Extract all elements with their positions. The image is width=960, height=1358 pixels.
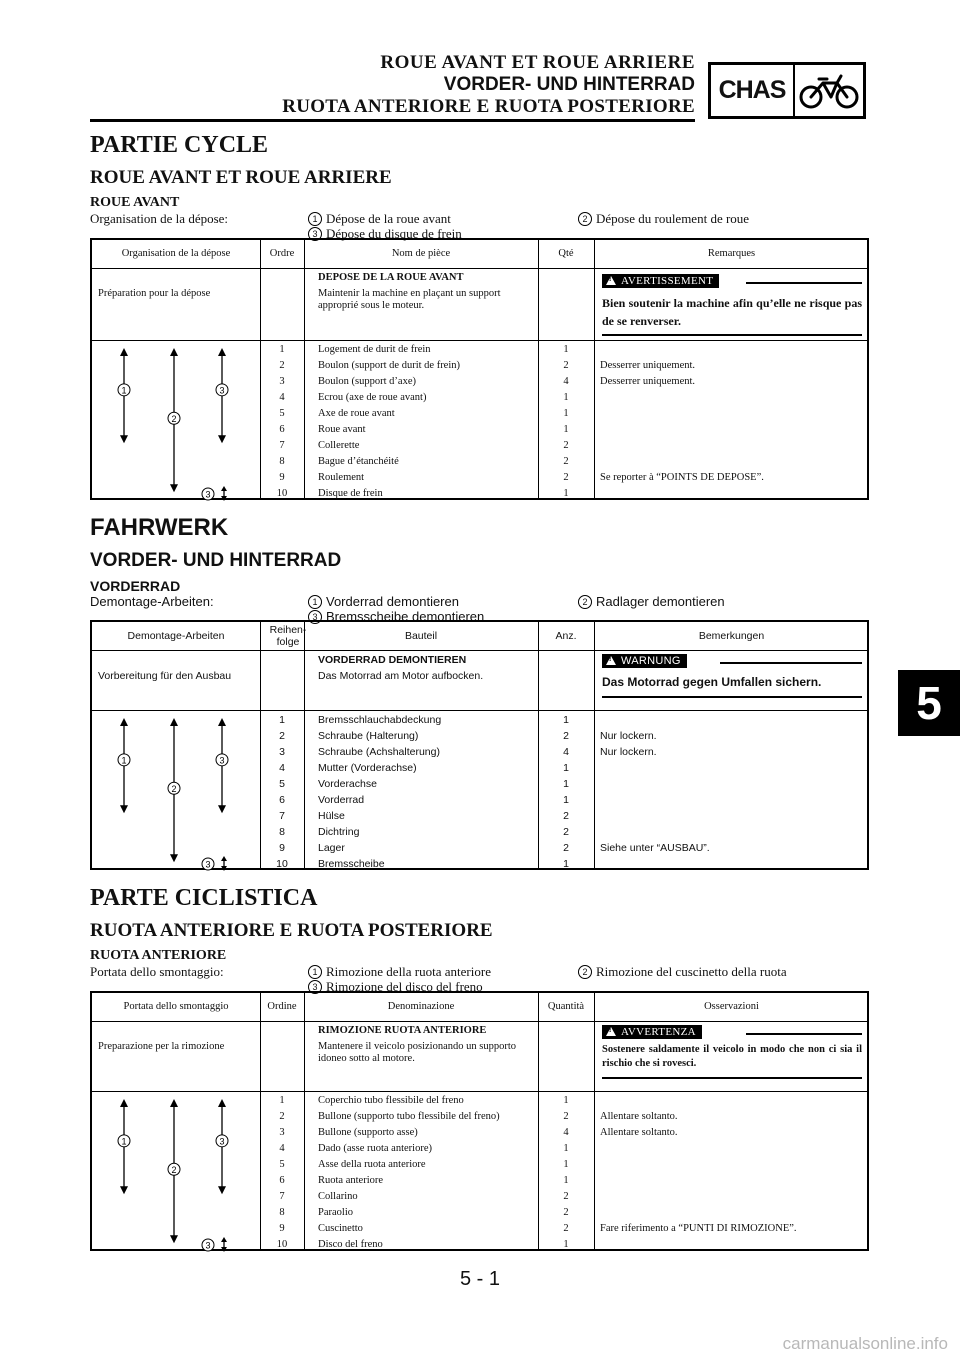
item-order: 4 [279,392,285,403]
chas-label: CHAS [711,65,795,116]
prep-divider [92,340,867,341]
chas-badge [708,62,866,119]
item-quantity: 2 [563,1223,569,1234]
item-name: Dichtring [318,826,360,838]
item-quantity: 1 [563,1175,569,1186]
item-name: Asse della ruota anteriore [318,1159,426,1170]
removal-table-de [90,620,869,870]
item-name: Bullone (supporto tubo flessibile del freno) [318,1111,500,1122]
item-quantity: 2 [563,472,569,483]
warning-badge [602,274,719,288]
item-remarks: Se reporter à “POINTS DE DEPOSE”. [600,472,764,483]
removal-table-fr [90,238,869,500]
item-name: Roulement [318,472,365,483]
column-divider [304,993,305,1249]
warning-text: Das Motorrad gegen Umfallen sichern. [602,675,822,689]
section-subtitle: VORDER- UND HINTERRAD [90,550,342,571]
item-order: 1 [279,344,285,355]
column-header: Osservazioni [704,1001,759,1012]
arrow-head-small-up [221,486,227,491]
item-name: Collarino [318,1191,358,1202]
item-order: 3 [279,376,285,387]
item-quantity: 2 [563,360,569,371]
arrow-head-3-up [218,1099,226,1107]
arrow-label-2: 2 [171,783,177,794]
step-3: 3 Rimozione del disco del freno [308,979,483,995]
column-header: Ordre [269,248,295,259]
step-3: 3 Bremsscheibe demontieren [308,609,484,625]
header-divider [92,1021,867,1022]
warning-badge [602,1025,702,1039]
item-remarks: Fare riferimento a “PUNTI DI RIMOZIONE”. [600,1223,797,1234]
warning-block [602,1025,862,1087]
step-2: 2 Radlager demontieren [578,594,725,610]
arrow-label-3-small: 3 [205,1240,211,1251]
item-name: Lager [318,842,345,854]
warning-label: WARNUNG [621,655,681,667]
step-number-3: 3 [308,227,322,241]
item-name: Boulon (support de durit de frein) [318,360,461,371]
arrow-head-small-down [221,866,227,871]
section-fr [90,131,870,245]
item-name: Ecrou (axe de roue avant) [318,392,427,403]
section-subheading: RUOTA ANTERIORE [90,948,227,963]
item-quantity: 2 [563,456,569,467]
step-number-1: 1 [308,595,322,609]
section-it [90,884,870,998]
item-name: Schraube (Halterung) [318,730,419,742]
item-name: Hülse [318,810,345,822]
item-quantity: 1 [563,408,569,419]
item-name: Bremsscheibe [318,858,385,870]
step-2: 2 Dépose du roulement de roue [578,211,749,227]
item-order: 5 [279,778,285,790]
item-order: 2 [279,1111,285,1122]
item-quantity: 2 [563,1111,569,1122]
item-quantity: 2 [563,1207,569,1218]
page-number: 5 - 1 [459,1268,501,1290]
section-title: FAHRWERK [90,514,229,541]
section-subtitle: ROUE AVANT ET ROUE ARRIERE [90,167,392,188]
steps-label: Organisation de la dépose: [90,211,229,226]
arrow-head-1-down [120,1186,128,1194]
item-remarks: Desserrer uniquement. [600,376,696,387]
warning-label: AVERTISSEMENT [621,275,714,287]
arrow-label-3: 3 [219,755,225,766]
header-title-fr: ROUE AVANT ET ROUE ARRIERE [380,52,695,73]
prep-heading: RIMOZIONE RUOTA ANTERIORE [318,1025,487,1036]
item-order: 5 [279,408,285,419]
warning-rule-top [720,662,862,664]
arrow-head-3-up [218,718,226,726]
item-name: Coperchio tubo flessibile del freno [318,1095,464,1106]
warning-triangle-icon [606,276,616,285]
arrow-head-2-up [170,348,178,356]
arrow-label-1: 1 [121,755,127,766]
step-3: 3 Dépose du disque de frein [308,226,462,242]
sequence-arrows-wrapper [92,714,260,875]
item-quantity: 4 [563,746,569,758]
item-remarks: Allentare soltanto. [600,1111,678,1122]
item-quantity: 1 [563,794,569,806]
item-name: Logement de durit de frein [318,344,431,355]
item-quantity: 2 [563,810,569,822]
item-order: 4 [279,762,285,774]
steps-label: Portata dello smontaggio: [90,964,224,979]
item-name: Vorderrad [318,794,365,806]
item-remarks: Allentare soltanto. [600,1127,678,1138]
motorcycle-icon [795,65,863,116]
warning-rule-bottom [602,1077,862,1079]
prep-label: Vorbereitung für den Ausbau [98,670,232,682]
item-name: Bague d’étanchéité [318,456,399,467]
item-name: Axe de roue avant [318,408,395,419]
column-header: Bemerkungen [698,630,765,642]
item-remarks: Nur lockern. [600,746,657,758]
item-name: Mutter (Vorderachse) [318,762,417,774]
warning-label: AVVERTENZA [621,1026,696,1038]
column-header: Reihen-folge [269,624,307,648]
step-1: 1 Vorderrad demontieren [308,594,459,610]
section-subheading: VORDERRAD [90,578,181,594]
step-number-1: 1 [308,965,322,979]
column-header: Denominazione [387,1001,455,1012]
step-number-2: 2 [578,595,592,609]
warning-rule-bottom [602,334,862,336]
arrow-head-small-down [221,496,227,501]
item-name: Schraube (Achshalterung) [318,746,440,758]
item-name: Paraolio [318,1207,353,1218]
prep-description: Das Motorrad am Motor aufbocken. [318,670,484,682]
warning-block [602,654,862,706]
chapter-tab: 5 [898,670,960,736]
arrow-head-small-down [221,1247,227,1252]
item-order: 9 [279,842,285,854]
item-quantity: 1 [563,714,569,726]
step-2: 2 Rimozione del cuscinetto della ruota [578,964,787,980]
item-order: 8 [279,826,285,838]
watermark: carmanualsonline.info [782,1334,948,1353]
column-header: Ordine [267,1001,297,1012]
column-divider [304,622,305,868]
arrow-label-2: 2 [171,1164,177,1175]
item-quantity: 1 [563,424,569,435]
header-divider [92,268,867,269]
warning-badge [602,654,687,668]
arrow-label-3: 3 [219,385,225,396]
warning-text: Bien soutenir la machine afin qu’elle ne risque pas de se renverser. [602,296,862,328]
arrow-head-3-down [218,805,226,813]
arrow-head-1-down [120,435,128,443]
arrow-label-3: 3 [219,1136,225,1147]
column-header: Demontage-Arbeiten [127,630,225,642]
arrow-head-2-down [170,854,178,862]
column-header: Nom de pièce [391,248,451,259]
prep-label: Preparazione per la rimozione [98,1041,225,1052]
item-name: Cuscinetto [318,1223,363,1234]
item-name: Disque de frein [318,488,383,499]
column-header: Anz. [555,630,577,642]
section-de [90,514,870,628]
arrow-head-3-down [218,1186,226,1194]
warning-text: Sostenere saldamente il veicolo in modo che non ci sia il rischio che si rovesci. [602,1044,862,1069]
sequence-arrows [92,344,260,502]
item-remarks: Desserrer uniquement. [600,360,696,371]
item-quantity: 2 [563,1191,569,1202]
arrow-head-small-up [221,1237,227,1242]
item-quantity: 4 [563,376,569,387]
item-quantity: 1 [563,1143,569,1154]
column-divider [304,240,305,498]
step-number-3: 3 [308,980,322,994]
prep-divider [92,1091,867,1092]
column-header: Remarques [707,248,756,259]
item-quantity: 2 [563,440,569,451]
arrow-head-2-up [170,718,178,726]
item-order: 7 [279,440,285,451]
item-quantity: 2 [563,842,569,854]
section-title: PARTIE CYCLE [90,132,269,158]
arrow-head-1-up [120,1099,128,1107]
item-quantity: 1 [563,344,569,355]
item-quantity: 4 [563,1127,569,1138]
sequence-arrows [92,1095,260,1253]
item-quantity: 1 [563,1239,569,1250]
arrow-head-2-down [170,1235,178,1243]
item-order: 6 [279,794,285,806]
arrow-head-3-up [218,348,226,356]
header-rule [90,119,695,122]
arrow-label-1: 1 [121,1136,127,1147]
item-name: Boulon (support d’axe) [318,376,416,387]
arrow-head-1-down [120,805,128,813]
item-order: 3 [279,1127,285,1138]
arrow-label-2: 2 [171,413,177,424]
header-title-de: VORDER- UND HINTERRAD [443,74,695,95]
item-order: 1 [279,1095,285,1106]
warning-block [602,274,862,338]
item-order: 10 [276,858,288,870]
arrow-head-1-up [120,348,128,356]
item-order: 8 [279,456,285,467]
item-name: Vorderachse [318,778,377,790]
prep-description: Mantenere il veicolo posizionando un supporto idoneo sotto al motore. [318,1041,516,1064]
step-number-2: 2 [578,212,592,226]
section-subtitle: RUOTA ANTERIORE E RUOTA POSTERIORE [90,920,493,941]
item-name: Ruota anteriore [318,1175,384,1186]
column-divider [594,993,595,1249]
arrow-head-small-up [221,856,227,861]
header-titles [282,52,695,118]
column-header: Quantità [547,1001,585,1012]
item-order: 8 [279,1207,285,1218]
prep-description: Maintenir la machine en plaçant un support approprié sous le moteur. [318,288,501,311]
step-1: 1 Dépose de la roue avant [308,211,451,227]
item-order: 10 [276,488,288,499]
item-quantity: 2 [563,826,569,838]
item-name: Roue avant [318,424,366,435]
steps-label: Demontage-Arbeiten: [90,594,214,609]
item-name: Dado (asse ruota anteriore) [318,1143,432,1154]
step-number-3: 3 [308,610,322,624]
item-quantity: 1 [563,488,569,499]
header-divider [92,650,867,651]
arrow-label-3-small: 3 [205,859,211,870]
item-remarks: Siehe unter “AUSBAU”. [600,842,710,854]
prep-heading: DEPOSE DE LA ROUE AVANT [318,272,464,283]
header-title-it: RUOTA ANTERIORE E RUOTA POSTERIORE [282,96,695,117]
prep-divider [92,710,867,711]
prep-label: Préparation pour la dépose [98,288,211,299]
column-header: Bauteil [404,630,438,642]
item-name: Collerette [318,440,360,451]
item-quantity: 1 [563,858,569,870]
item-order: 2 [279,360,285,371]
item-order: 4 [279,1143,285,1154]
item-order: 9 [279,472,285,483]
step-number-2: 2 [578,965,592,979]
arrow-label-1: 1 [121,385,127,396]
column-header: Qté [558,248,574,259]
item-quantity: 1 [563,778,569,790]
item-order: 7 [279,810,285,822]
step-number-1: 1 [308,212,322,226]
column-divider [594,240,595,498]
section-title: PARTE CICLISTICA [90,885,318,911]
warning-triangle-icon [606,656,616,665]
warning-rule-top [746,1033,862,1035]
item-quantity: 1 [563,1159,569,1170]
item-order: 10 [276,1239,288,1250]
step-1: 1 Rimozione della ruota anteriore [308,964,491,980]
item-quantity: 2 [563,730,569,742]
item-order: 9 [279,1223,285,1234]
sequence-arrows [92,714,260,872]
item-remarks: Nur lockern. [600,730,657,742]
item-order: 6 [279,1175,285,1186]
item-quantity: 1 [563,762,569,774]
item-order: 1 [279,714,285,726]
item-quantity: 1 [563,392,569,403]
item-name: Bullone (supporto asse) [318,1127,418,1138]
arrow-head-2-down [170,484,178,492]
item-quantity: 1 [563,1095,569,1106]
prep-heading: VORDERRAD DEMONTIEREN [318,654,467,666]
column-header: Organisation de la dépose [121,248,231,259]
column-divider [594,622,595,868]
warning-triangle-icon [606,1027,616,1036]
item-order: 2 [279,730,285,742]
arrow-label-3-small: 3 [205,489,211,500]
item-order: 6 [279,424,285,435]
item-name: Bremsschlauchabdeckung [318,714,442,726]
arrow-head-1-up [120,718,128,726]
arrow-head-2-up [170,1099,178,1107]
warning-rule-top [746,282,862,284]
item-order: 7 [279,1191,285,1202]
item-order: 5 [279,1159,285,1170]
section-subheading: ROUE AVANT [90,195,180,210]
arrow-head-3-down [218,435,226,443]
item-name: Disco del freno [318,1239,383,1250]
item-order: 3 [279,746,285,758]
sequence-arrows-wrapper [92,344,260,505]
sequence-arrows-wrapper [92,1095,260,1256]
warning-rule-bottom [602,696,862,698]
column-header: Portata dello smontaggio [123,1001,229,1012]
removal-table-it [90,991,869,1251]
